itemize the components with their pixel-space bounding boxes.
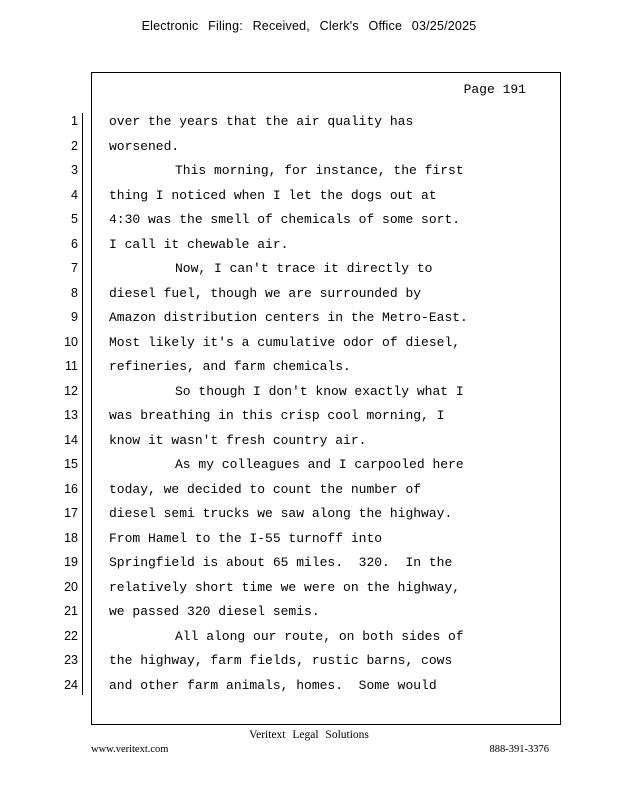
- transcript-line: diesel fuel, though we are surrounded by: [109, 285, 422, 301]
- line-number: 14: [64, 432, 78, 447]
- line-number: 4: [71, 187, 78, 202]
- transcript-line: the highway, farm fields, rustic barns, cows: [109, 653, 453, 668]
- filing-stamp: Electronic Filing: Received, Clerk's Office 03/25/2025: [141, 19, 477, 33]
- transcript-line: I call it chewable air.: [109, 236, 289, 252]
- transcript-line: thing I noticed when I let the dogs out at: [109, 187, 437, 203]
- transcript-line: know it wasn't fresh country air.: [109, 432, 367, 448]
- line-number: 6: [71, 236, 78, 251]
- line-number: 5: [71, 212, 78, 226]
- footer-website: www.veritext.com: [91, 744, 169, 755]
- page-number: Page 191: [463, 82, 526, 97]
- line-number: 7: [71, 261, 78, 275]
- line-number: 13: [64, 408, 78, 422]
- footer-phone: 888-391-3376: [489, 744, 549, 755]
- transcript-line: As my colleagues and I carpooled here: [175, 457, 464, 472]
- line-number: 18: [64, 530, 78, 545]
- line-number: 2: [71, 138, 78, 153]
- transcript-line: Springfield is about 65 miles. 320. In the: [109, 555, 453, 570]
- line-number: 15: [64, 457, 78, 471]
- transcript-line: worsened.: [109, 138, 180, 154]
- line-number: 16: [64, 481, 78, 496]
- transcript-line: Most likely it's a cumulative odor of diesel,: [109, 334, 461, 350]
- line-number: 23: [64, 653, 78, 667]
- transcript-line: today, we decided to count the number of: [109, 481, 422, 497]
- transcript-line: diesel semi trucks we saw along the highway.: [109, 506, 453, 521]
- transcript-line: So though I don't know exactly what I: [175, 383, 464, 399]
- transcript-line: and other farm animals, homes. Some would: [109, 677, 437, 693]
- footer-company: Veritext Legal Solutions: [249, 729, 369, 741]
- line-number: 8: [71, 285, 78, 300]
- transcript-line: This morning, for instance, the first: [175, 163, 464, 178]
- transcript-line: Now, I can't trace it directly to: [175, 261, 433, 276]
- transcript-line: over the years that the air quality has: [109, 114, 414, 129]
- transcript-line: All along our route, on both sides of: [175, 628, 464, 644]
- line-number: 9: [71, 310, 78, 324]
- line-number: 24: [64, 677, 78, 692]
- transcript-line: relatively short time we were on the highway,: [109, 579, 461, 595]
- line-number: 10: [64, 334, 78, 349]
- line-number: 12: [64, 383, 78, 398]
- transcript-line: 4:30 was the smell of chemicals of some sort.: [109, 212, 461, 227]
- line-number-column: [60, 113, 83, 695]
- line-number: 17: [64, 506, 78, 520]
- line-number: 19: [64, 555, 78, 569]
- transcript-line: refineries, and farm chemicals.: [109, 359, 351, 374]
- transcript-line: Amazon distribution centers in the Metro-East.: [109, 310, 468, 325]
- line-number: 11: [65, 359, 78, 373]
- line-number: 21: [64, 604, 78, 618]
- line-number: 3: [71, 163, 78, 177]
- line-number: 20: [64, 579, 78, 594]
- transcript-line: we passed 320 diesel semis.: [109, 604, 320, 619]
- transcript-line: From Hamel to the I-55 turnoff into: [109, 530, 383, 546]
- line-number: 22: [64, 628, 78, 643]
- line-number: 1: [71, 114, 78, 128]
- transcript-text: [109, 113, 529, 701]
- transcript-line: was breathing in this crisp cool morning, I: [109, 408, 445, 423]
